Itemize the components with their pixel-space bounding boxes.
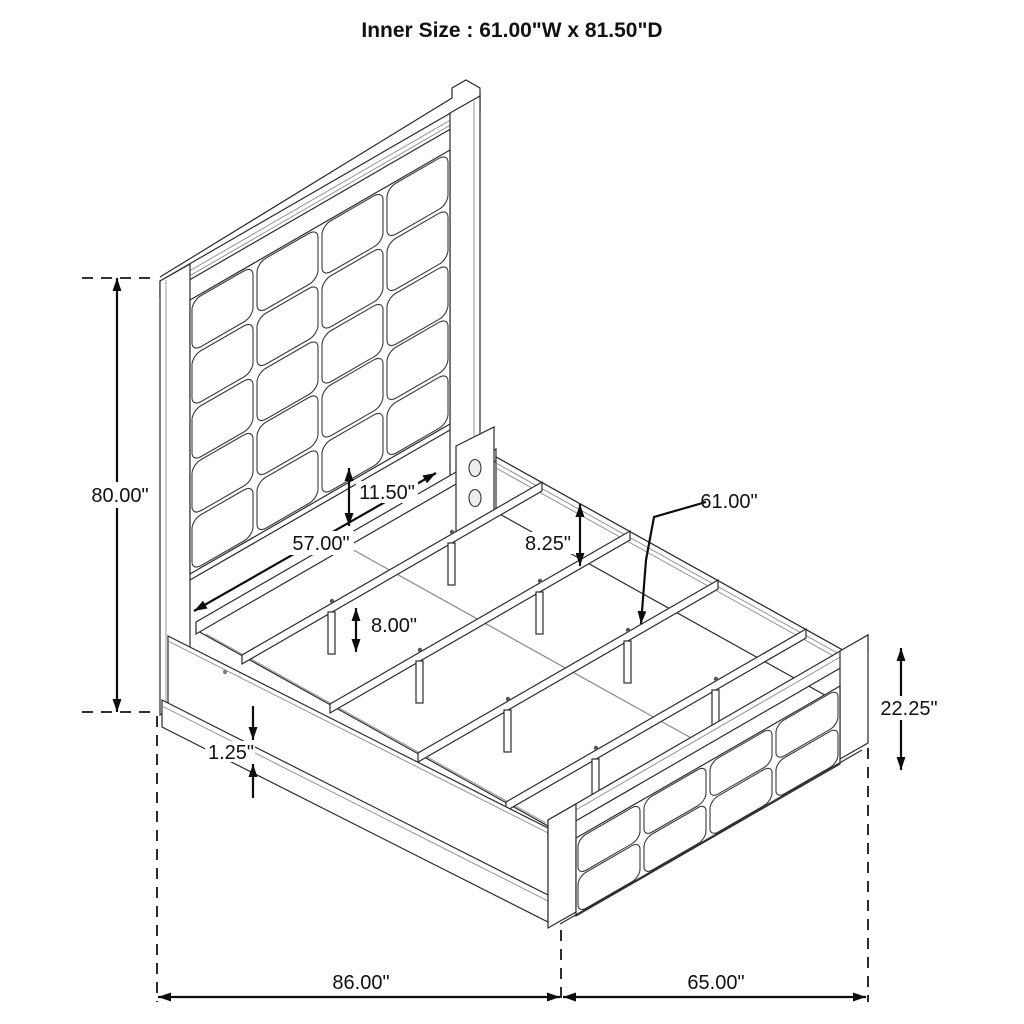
dim-inner-width-label: 61.00": [700, 491, 758, 513]
dim-overall-width-label: 65.00": [687, 972, 745, 994]
dim-headboard-panel-gap-label: 11.50": [359, 482, 415, 504]
dim-headboard-height: [82, 278, 156, 712]
dim-overall-depth: [158, 972, 560, 997]
dim-overall-depth-label: 86.00": [332, 972, 390, 994]
dim-slat-length-label: 57.00": [292, 533, 350, 555]
dim-headboard-height-label: 80.00": [91, 485, 149, 507]
dim-rail-to-slat-label: 8.25": [524, 533, 572, 555]
dim-footboard-height: [876, 648, 942, 770]
dim-overall-width: [563, 972, 866, 997]
dim-footboard-height-label: 22.25": [880, 698, 938, 720]
inner-size-title: Inner Size : 61.00"W x 81.50"D: [361, 19, 663, 42]
dim-slat-leg-height-label: 8.00": [370, 615, 418, 637]
dim-side-rail-lip-label: 1.25": [207, 742, 255, 764]
